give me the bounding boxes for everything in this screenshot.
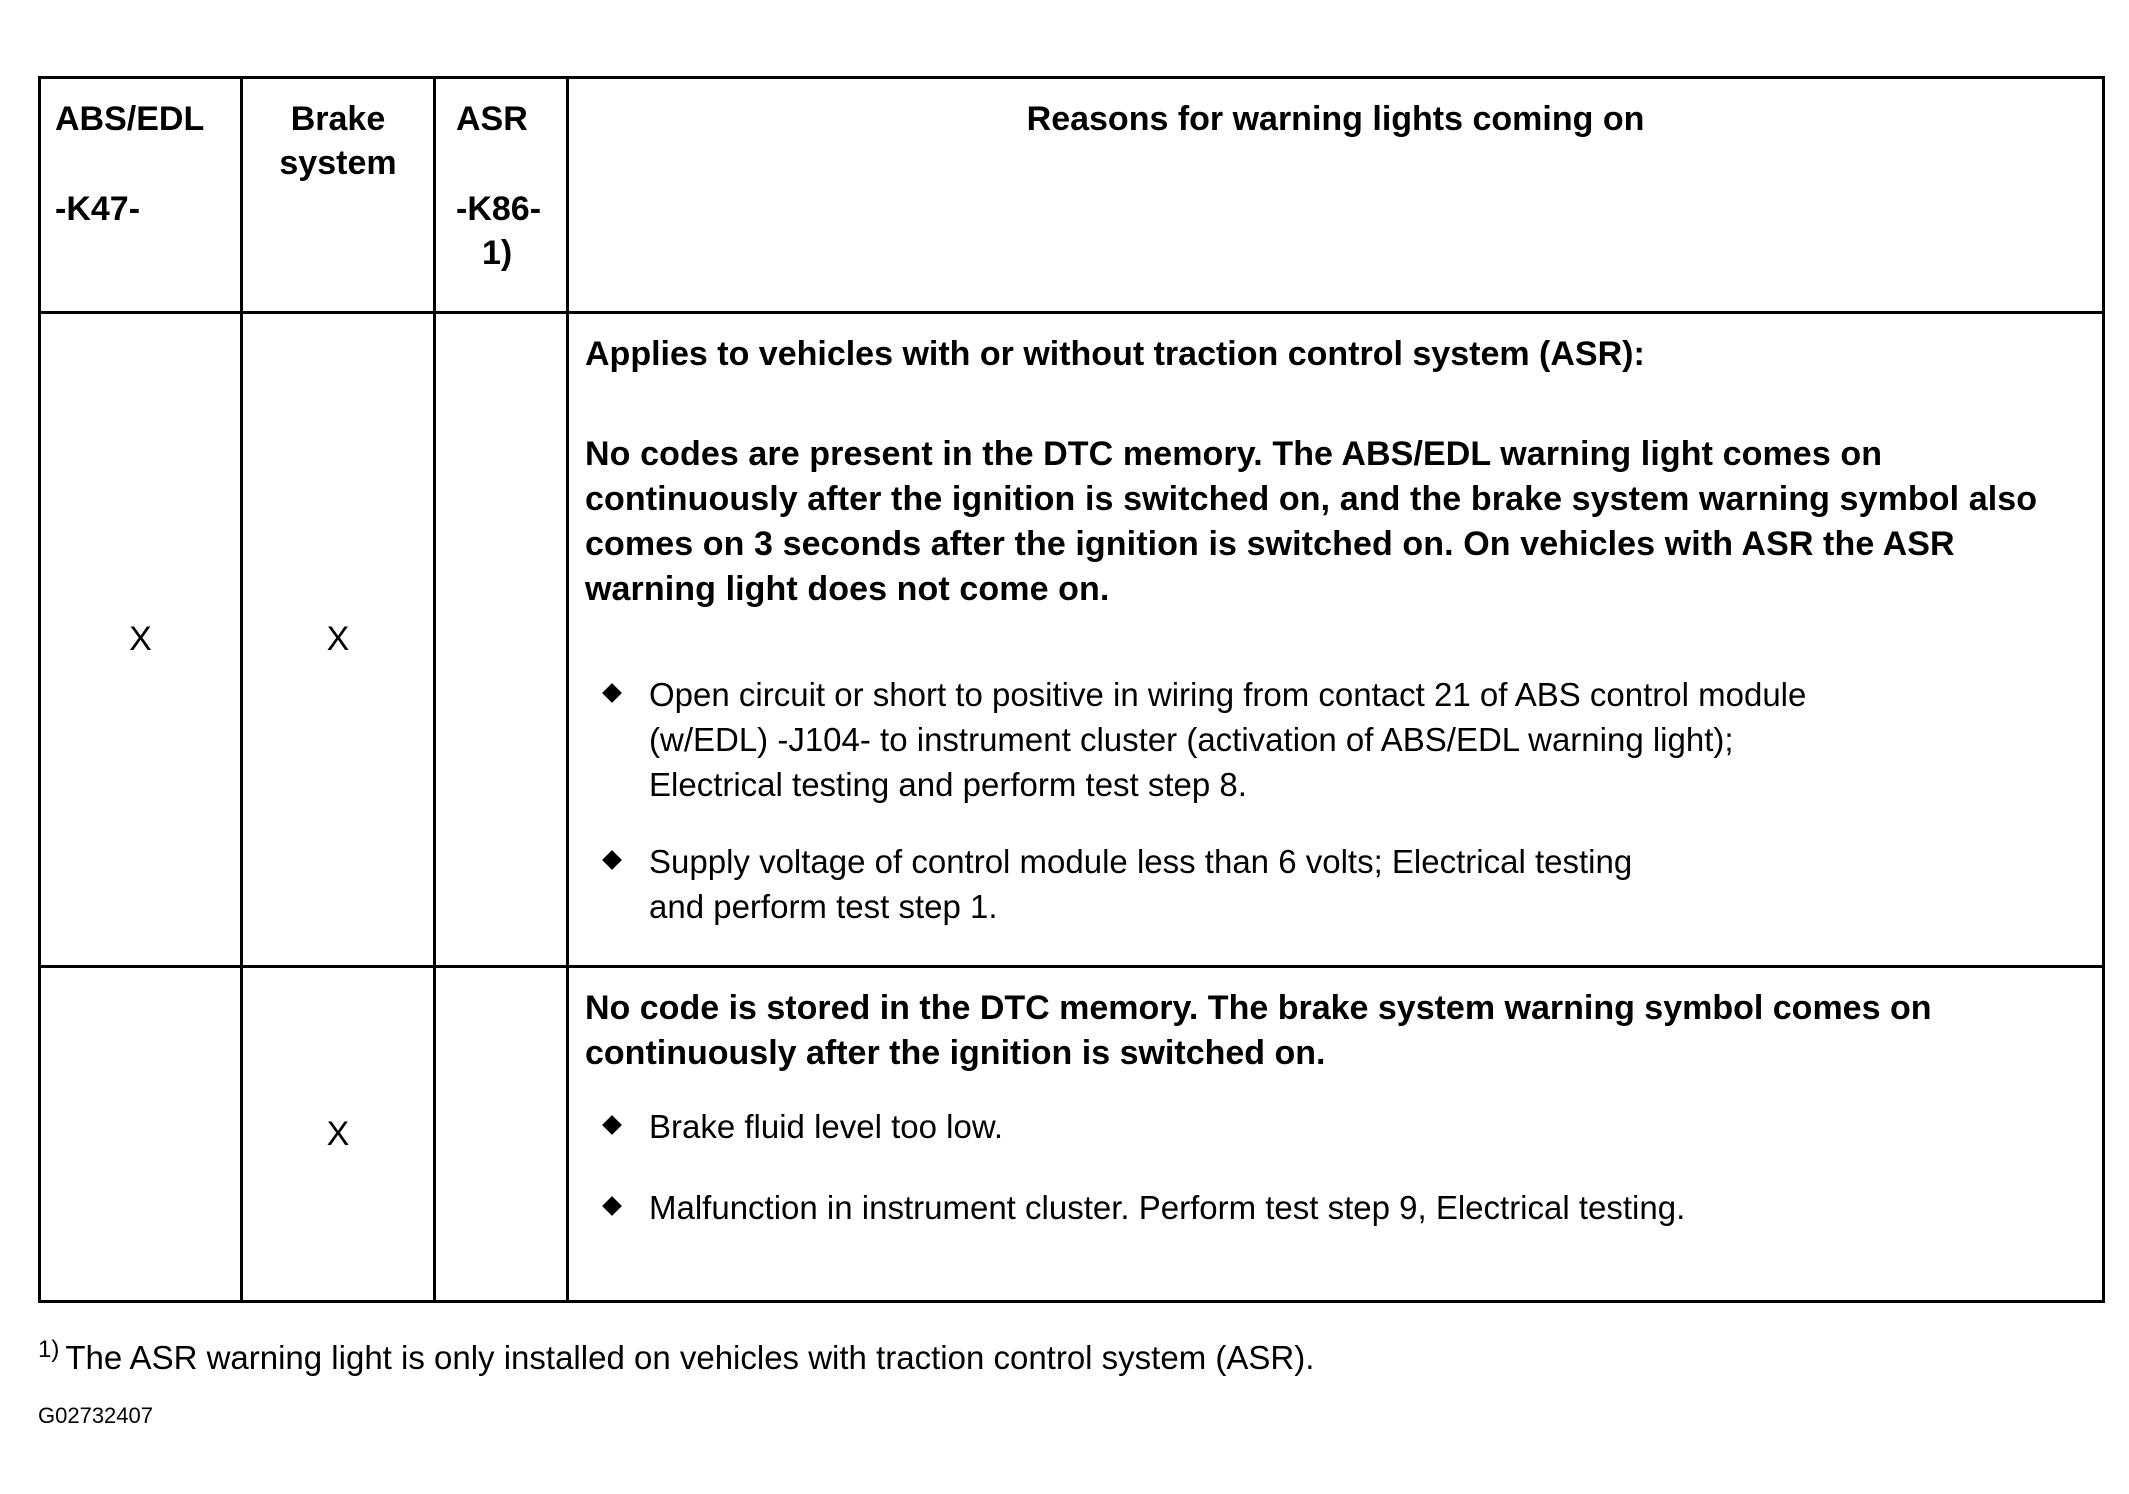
causes-list bbox=[585, 672, 2084, 929]
bullet-line: and perform test step 1. bbox=[649, 888, 998, 925]
header-asr-title: ASR bbox=[456, 100, 528, 138]
table-row bbox=[40, 313, 2104, 967]
header-asr bbox=[435, 78, 568, 313]
diamond-bullet-icon bbox=[602, 1115, 622, 1135]
condition-text: No codes are present in the DTC memory. The ABS/EDL warning light comes on continuously after the ignition is switched on, and the brake system warning symbol also comes on 3 seconds after the ignition is switched on. On vehicles with ASR the ASR warning light does not come on. bbox=[585, 435, 2038, 608]
list-item bbox=[585, 839, 2084, 929]
reason-cell bbox=[568, 313, 2104, 967]
header-abs-edl-code: -K47- bbox=[55, 190, 141, 228]
asr-mark bbox=[435, 967, 568, 1302]
asr-mark bbox=[435, 313, 568, 967]
header-reasons-label: Reasons for warning lights coming on bbox=[1026, 100, 1645, 138]
header-brake-system bbox=[242, 78, 435, 313]
bullet-line: Supply voltage of control module less than 6 volts; Electrical testing bbox=[649, 843, 1633, 880]
header-reasons bbox=[568, 78, 2104, 313]
header-brake-line2: system bbox=[279, 144, 397, 182]
brake-mark: X bbox=[242, 967, 435, 1302]
list-item bbox=[585, 1104, 2084, 1149]
abs-edl-mark: X bbox=[40, 313, 242, 967]
header-brake-line1: Brake bbox=[290, 100, 386, 138]
bullet-line: Open circuit or short to positive in wiring from contact 21 of ABS control module bbox=[649, 676, 1807, 713]
applies-to-text: Applies to vehicles with or without traction control system (ASR): bbox=[585, 335, 1645, 373]
causes-list bbox=[585, 1104, 2084, 1230]
warning-lights-table bbox=[38, 76, 2105, 1303]
bullet-line: Electrical testing and perform test step 8. bbox=[649, 766, 1247, 803]
condition-text: No code is stored in the DTC memory. The brake system warning symbol comes on continuously after the ignition is switched on. bbox=[585, 989, 1932, 1072]
bullet-line: (w/EDL) -J104- to instrument cluster (activation of ABS/EDL warning light); bbox=[649, 721, 1734, 758]
brake-mark: X bbox=[242, 313, 435, 967]
header-abs-edl bbox=[40, 78, 242, 313]
list-item bbox=[585, 1185, 2084, 1230]
abs-edl-mark bbox=[40, 967, 242, 1302]
header-asr-footnote-ref: 1) bbox=[482, 234, 513, 272]
figure-reference-code: G02732407 bbox=[38, 1403, 153, 1428]
reason-cell bbox=[568, 967, 2104, 1302]
footnote bbox=[38, 1330, 1314, 1378]
bullet-line: Brake fluid level too low. bbox=[649, 1108, 1004, 1145]
bullet-line: Malfunction in instrument cluster. Perform test step 9, Electrical testing. bbox=[649, 1189, 1686, 1226]
diamond-bullet-icon bbox=[602, 683, 622, 703]
footnote-marker: 1) bbox=[38, 1336, 60, 1363]
table-header-row bbox=[40, 78, 2104, 313]
header-asr-code: -K86- bbox=[456, 190, 542, 228]
table-row bbox=[40, 967, 2104, 1302]
footnote-text: The ASR warning light is only installed on vehicles with traction control system (ASR). bbox=[65, 1339, 1315, 1376]
diamond-bullet-icon bbox=[602, 1196, 622, 1216]
list-item bbox=[585, 672, 2084, 807]
header-abs-edl-title: ABS/EDL bbox=[55, 100, 205, 138]
diamond-bullet-icon bbox=[602, 850, 622, 870]
